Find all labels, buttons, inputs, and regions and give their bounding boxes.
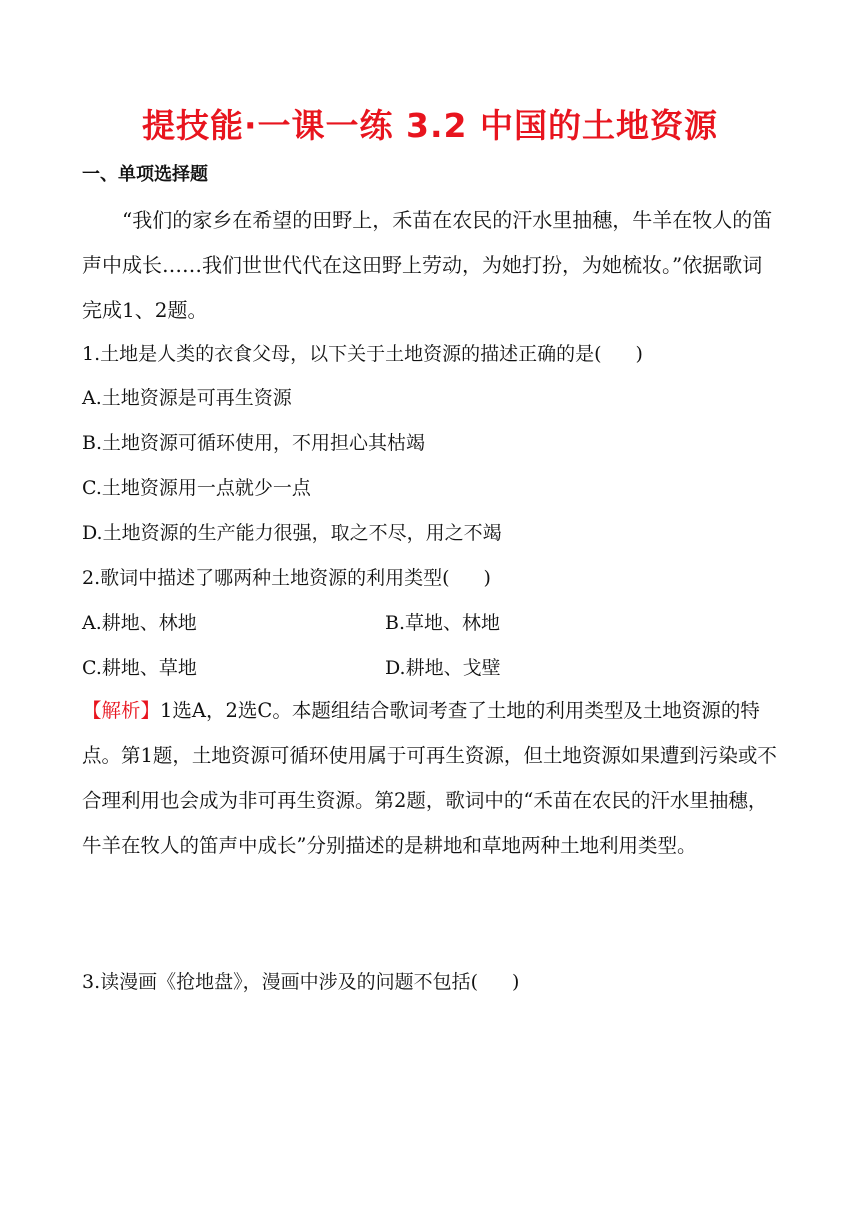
question-1-stem [82, 340, 643, 368]
q2-option-d: D.耕地、戈壁 [385, 657, 501, 679]
question-3-text: 3.读漫画《抢地盘》，漫画中涉及的问题不包括( [82, 971, 479, 993]
question-1-text: 1.土地是人类的衣食父母，以下关于土地资源的描述正确的是( [82, 343, 602, 365]
q2-option-a: A.耕地、林地 [82, 612, 197, 634]
q2-option-b: B.草地、林地 [385, 612, 501, 634]
q1-option-c: C.土地资源用一点就少一点 [82, 477, 311, 499]
analysis-paragraph [82, 688, 782, 868]
analysis-text: 1选A，2选C。本题组结合歌词考查了土地的利用类型及土地资源的特点。第1题，土地资源可循环使用属于可再生资源，但土地资源如果遭到污染或不合理利用也会成为非可再生资源。第2题，歌词中的“禾苗在农民的汗水里抽穗，牛羊在牧人的笛声中成长”分别描述的是耕地和草地两种土地利用类型。 [82, 699, 777, 857]
q1-option-b: B.土地资源可循环使用，不用担心其枯竭 [82, 432, 426, 454]
section-heading: 一、单项选择题 [82, 164, 208, 185]
q1-option-a: A.土地资源是可再生资源 [82, 387, 292, 409]
question-1-close: ) [635, 343, 643, 365]
analysis-tag: 【解析】 [82, 699, 161, 722]
question-2-stem [82, 564, 491, 592]
question-3-stem [82, 968, 519, 996]
intro-paragraph: “我们的家乡在希望的田野上，禾苗在农民的汗水里抽穗，牛羊在牧人的笛声中成长……我们世世代代在这田野上劳动，为她打扮，为她梳妆。”依据歌词完成1、2题。 [82, 208, 773, 322]
question-3-close: ) [512, 971, 520, 993]
page-title: 提技能·一课一练 3.2 中国的土地资源 [142, 106, 718, 145]
question-2-text: 2.歌词中描述了哪两种土地资源的利用类型( [82, 567, 450, 589]
q1-option-d: D.土地资源的生产能力很强，取之不尽，用之不竭 [82, 522, 502, 544]
q2-option-c: C.耕地、草地 [82, 657, 197, 679]
question-2-close: ) [483, 567, 491, 589]
